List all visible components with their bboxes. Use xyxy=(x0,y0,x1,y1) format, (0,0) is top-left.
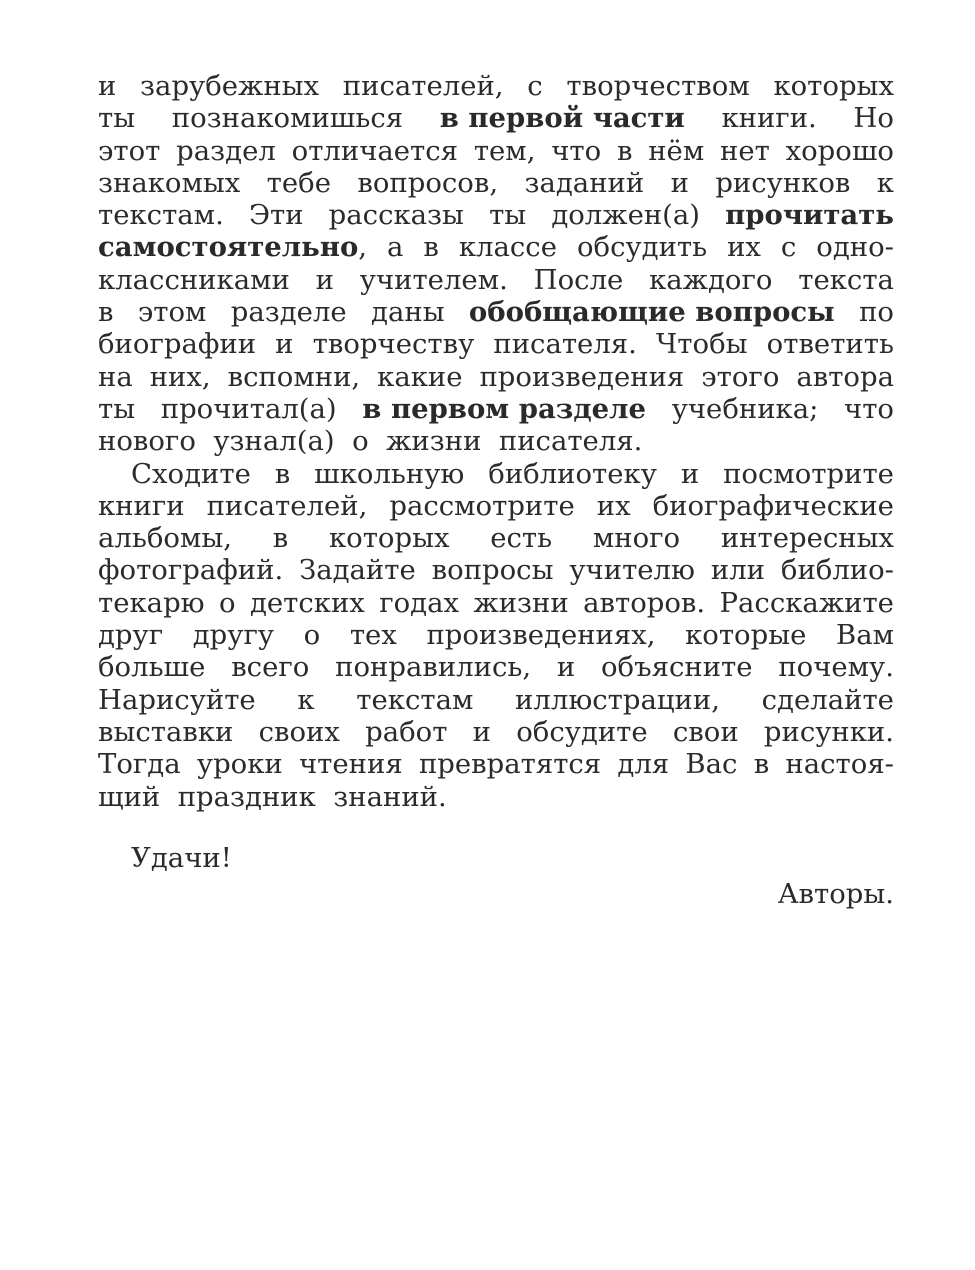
word: них, xyxy=(149,360,211,393)
word: произведения xyxy=(479,360,685,393)
signature: Авторы. xyxy=(777,877,894,910)
text-line xyxy=(98,587,894,619)
word: вопросов, xyxy=(357,166,499,199)
word: должен(а) xyxy=(551,199,701,232)
word: прочитал(а) xyxy=(160,392,337,425)
word: с xyxy=(527,70,543,102)
word: сделайте xyxy=(761,683,894,716)
word: текстам. xyxy=(98,199,224,232)
word: Тогда xyxy=(98,748,181,781)
word: вопросы xyxy=(431,554,554,587)
word: книги. xyxy=(721,102,817,135)
word: этого xyxy=(701,360,780,393)
word: которых xyxy=(328,522,450,555)
word: текарю xyxy=(98,586,205,619)
greeting: Удачи! xyxy=(131,841,232,874)
word: в xyxy=(423,231,439,264)
word: заданий xyxy=(524,166,645,199)
text-line xyxy=(98,458,894,490)
word: этом xyxy=(137,296,207,329)
word: и xyxy=(556,651,576,684)
word: школьную xyxy=(314,457,465,490)
word: разделе xyxy=(230,296,347,329)
word: знакомых xyxy=(98,166,241,199)
word: биографические xyxy=(652,489,894,522)
word: даны xyxy=(371,296,445,329)
word: нет xyxy=(720,134,770,167)
word: нём xyxy=(648,134,705,167)
word: превратятся xyxy=(418,748,602,781)
word: другу xyxy=(192,619,275,652)
word: вспомни, xyxy=(227,360,361,393)
word: фотографий. xyxy=(98,554,284,587)
word: и xyxy=(315,263,334,296)
word: объясните xyxy=(601,651,753,684)
text-line xyxy=(98,619,894,651)
word: в xyxy=(98,296,114,329)
word: учителем. xyxy=(359,263,508,296)
word: есть xyxy=(490,522,553,555)
word: понравились, xyxy=(335,651,532,684)
word: познакомишься xyxy=(171,102,404,135)
bold-phrase: обобщающие вопросы xyxy=(468,296,835,329)
word: ты xyxy=(489,199,527,232)
word: для xyxy=(617,748,670,781)
word: и xyxy=(472,715,491,748)
paragraph-intro-last-line: нового узнал(а) о жизни писателя. xyxy=(98,425,643,458)
word: хорошо xyxy=(785,134,894,167)
word: или xyxy=(710,554,765,587)
word: этот xyxy=(98,134,161,167)
word: рассказы xyxy=(328,199,464,232)
word: текстам xyxy=(356,683,474,716)
word: раздел xyxy=(176,134,276,167)
text-line xyxy=(98,231,894,263)
word: которые xyxy=(685,619,807,652)
word: книги xyxy=(98,489,185,522)
word: Нарисуйте xyxy=(98,683,256,716)
text-line xyxy=(98,167,894,199)
word: обсудить xyxy=(576,231,708,264)
word: посмотрите xyxy=(723,457,894,490)
word: иллюстрации, xyxy=(515,683,720,716)
word: тех xyxy=(349,619,397,652)
word: одно- xyxy=(816,231,894,264)
text-line xyxy=(98,296,894,328)
text-line xyxy=(98,70,894,102)
word: чтения xyxy=(299,748,403,781)
word: жизни xyxy=(473,586,569,619)
word: Сходите xyxy=(131,457,251,490)
word: тем, xyxy=(473,134,536,167)
text-line xyxy=(98,102,894,134)
text-line xyxy=(98,264,894,296)
bold-phrase: самостоятельно, xyxy=(98,231,368,264)
text-line xyxy=(98,716,894,748)
text-line xyxy=(98,748,894,780)
word: что xyxy=(551,134,602,167)
word: и xyxy=(275,328,294,361)
word: больше xyxy=(98,651,206,684)
word: ты xyxy=(98,102,136,135)
text-line xyxy=(98,651,894,683)
word: зарубежных xyxy=(140,70,320,102)
word: всего xyxy=(231,651,310,684)
text-line xyxy=(98,490,894,522)
word: рисунков xyxy=(715,166,851,199)
word: Вас xyxy=(685,748,738,781)
word: что xyxy=(844,392,894,425)
paragraph-library-advice xyxy=(98,458,894,781)
word: о xyxy=(303,619,321,652)
word: биографии xyxy=(98,328,257,361)
word: творчеством xyxy=(566,70,750,102)
word: в xyxy=(753,748,770,781)
word: ответить xyxy=(766,328,894,361)
word: писателей, xyxy=(342,70,504,102)
word: учебника; xyxy=(671,392,819,425)
word: текста xyxy=(798,263,894,296)
word: на xyxy=(98,360,133,393)
word: и xyxy=(680,457,700,490)
word: настоя- xyxy=(785,748,894,781)
word: классниками xyxy=(98,263,290,296)
word: писателя. xyxy=(493,328,637,361)
word: интересных xyxy=(720,522,894,555)
text-line xyxy=(98,361,894,393)
bold-phrase: прочитать xyxy=(725,199,894,232)
word: творчеству xyxy=(312,328,475,361)
text-line xyxy=(98,522,894,554)
word: к xyxy=(297,683,315,716)
word: Вам xyxy=(835,619,894,652)
word: детских xyxy=(249,586,365,619)
word: произведениях, xyxy=(426,619,656,652)
paragraph-intro xyxy=(98,70,894,425)
word: рисунки. xyxy=(763,715,894,748)
text-line xyxy=(98,328,894,360)
word: и xyxy=(670,166,689,199)
document-page xyxy=(98,70,894,914)
word: уроки xyxy=(196,748,283,781)
paragraph-library-advice-last-line: щий праздник знаний. xyxy=(98,780,447,813)
word: каждого xyxy=(649,263,773,296)
word: Но xyxy=(853,102,894,135)
word: После xyxy=(533,263,624,296)
word: работ xyxy=(365,715,448,748)
word: какие xyxy=(377,360,463,393)
word: и xyxy=(98,70,117,102)
word: их xyxy=(727,231,761,264)
word: Расскажите xyxy=(719,586,894,619)
word: библиотеку xyxy=(488,457,657,490)
word: в xyxy=(272,522,289,555)
word: друг xyxy=(98,619,164,652)
word: классе xyxy=(458,231,557,264)
word: Эти xyxy=(248,199,304,232)
word: годах xyxy=(379,586,460,619)
bold-phrase: в первом разделе xyxy=(362,392,647,425)
word: к xyxy=(876,166,894,199)
word: почему. xyxy=(778,651,894,684)
word: учителю xyxy=(569,554,695,587)
word: Чтобы xyxy=(656,328,748,361)
text-line xyxy=(98,684,894,716)
word: в xyxy=(616,134,633,167)
word: автора xyxy=(796,360,894,393)
word: их xyxy=(596,489,631,522)
word: которых xyxy=(773,70,894,102)
word: по xyxy=(859,296,894,329)
word: о xyxy=(219,586,236,619)
word: тебе xyxy=(266,166,331,199)
text-line xyxy=(98,199,894,231)
bold-phrase: в первой части xyxy=(439,102,685,135)
word: ты xyxy=(98,392,136,425)
word: много xyxy=(592,522,681,555)
word: отличается xyxy=(291,134,459,167)
word: свои xyxy=(672,715,739,748)
word: авторов. xyxy=(583,586,706,619)
word: обсудите xyxy=(516,715,648,748)
text-line xyxy=(98,554,894,586)
word: с xyxy=(780,231,797,264)
word: выставки xyxy=(98,715,234,748)
word: альбомы, xyxy=(98,522,232,555)
text-line xyxy=(98,393,894,425)
word: а xyxy=(387,231,404,264)
text-line xyxy=(98,135,894,167)
word: в xyxy=(274,457,291,490)
word: библио- xyxy=(780,554,894,587)
word: своих xyxy=(258,715,340,748)
word: Задайте xyxy=(299,554,416,587)
word: рассмотрите xyxy=(389,489,575,522)
word: писателей, xyxy=(206,489,368,522)
